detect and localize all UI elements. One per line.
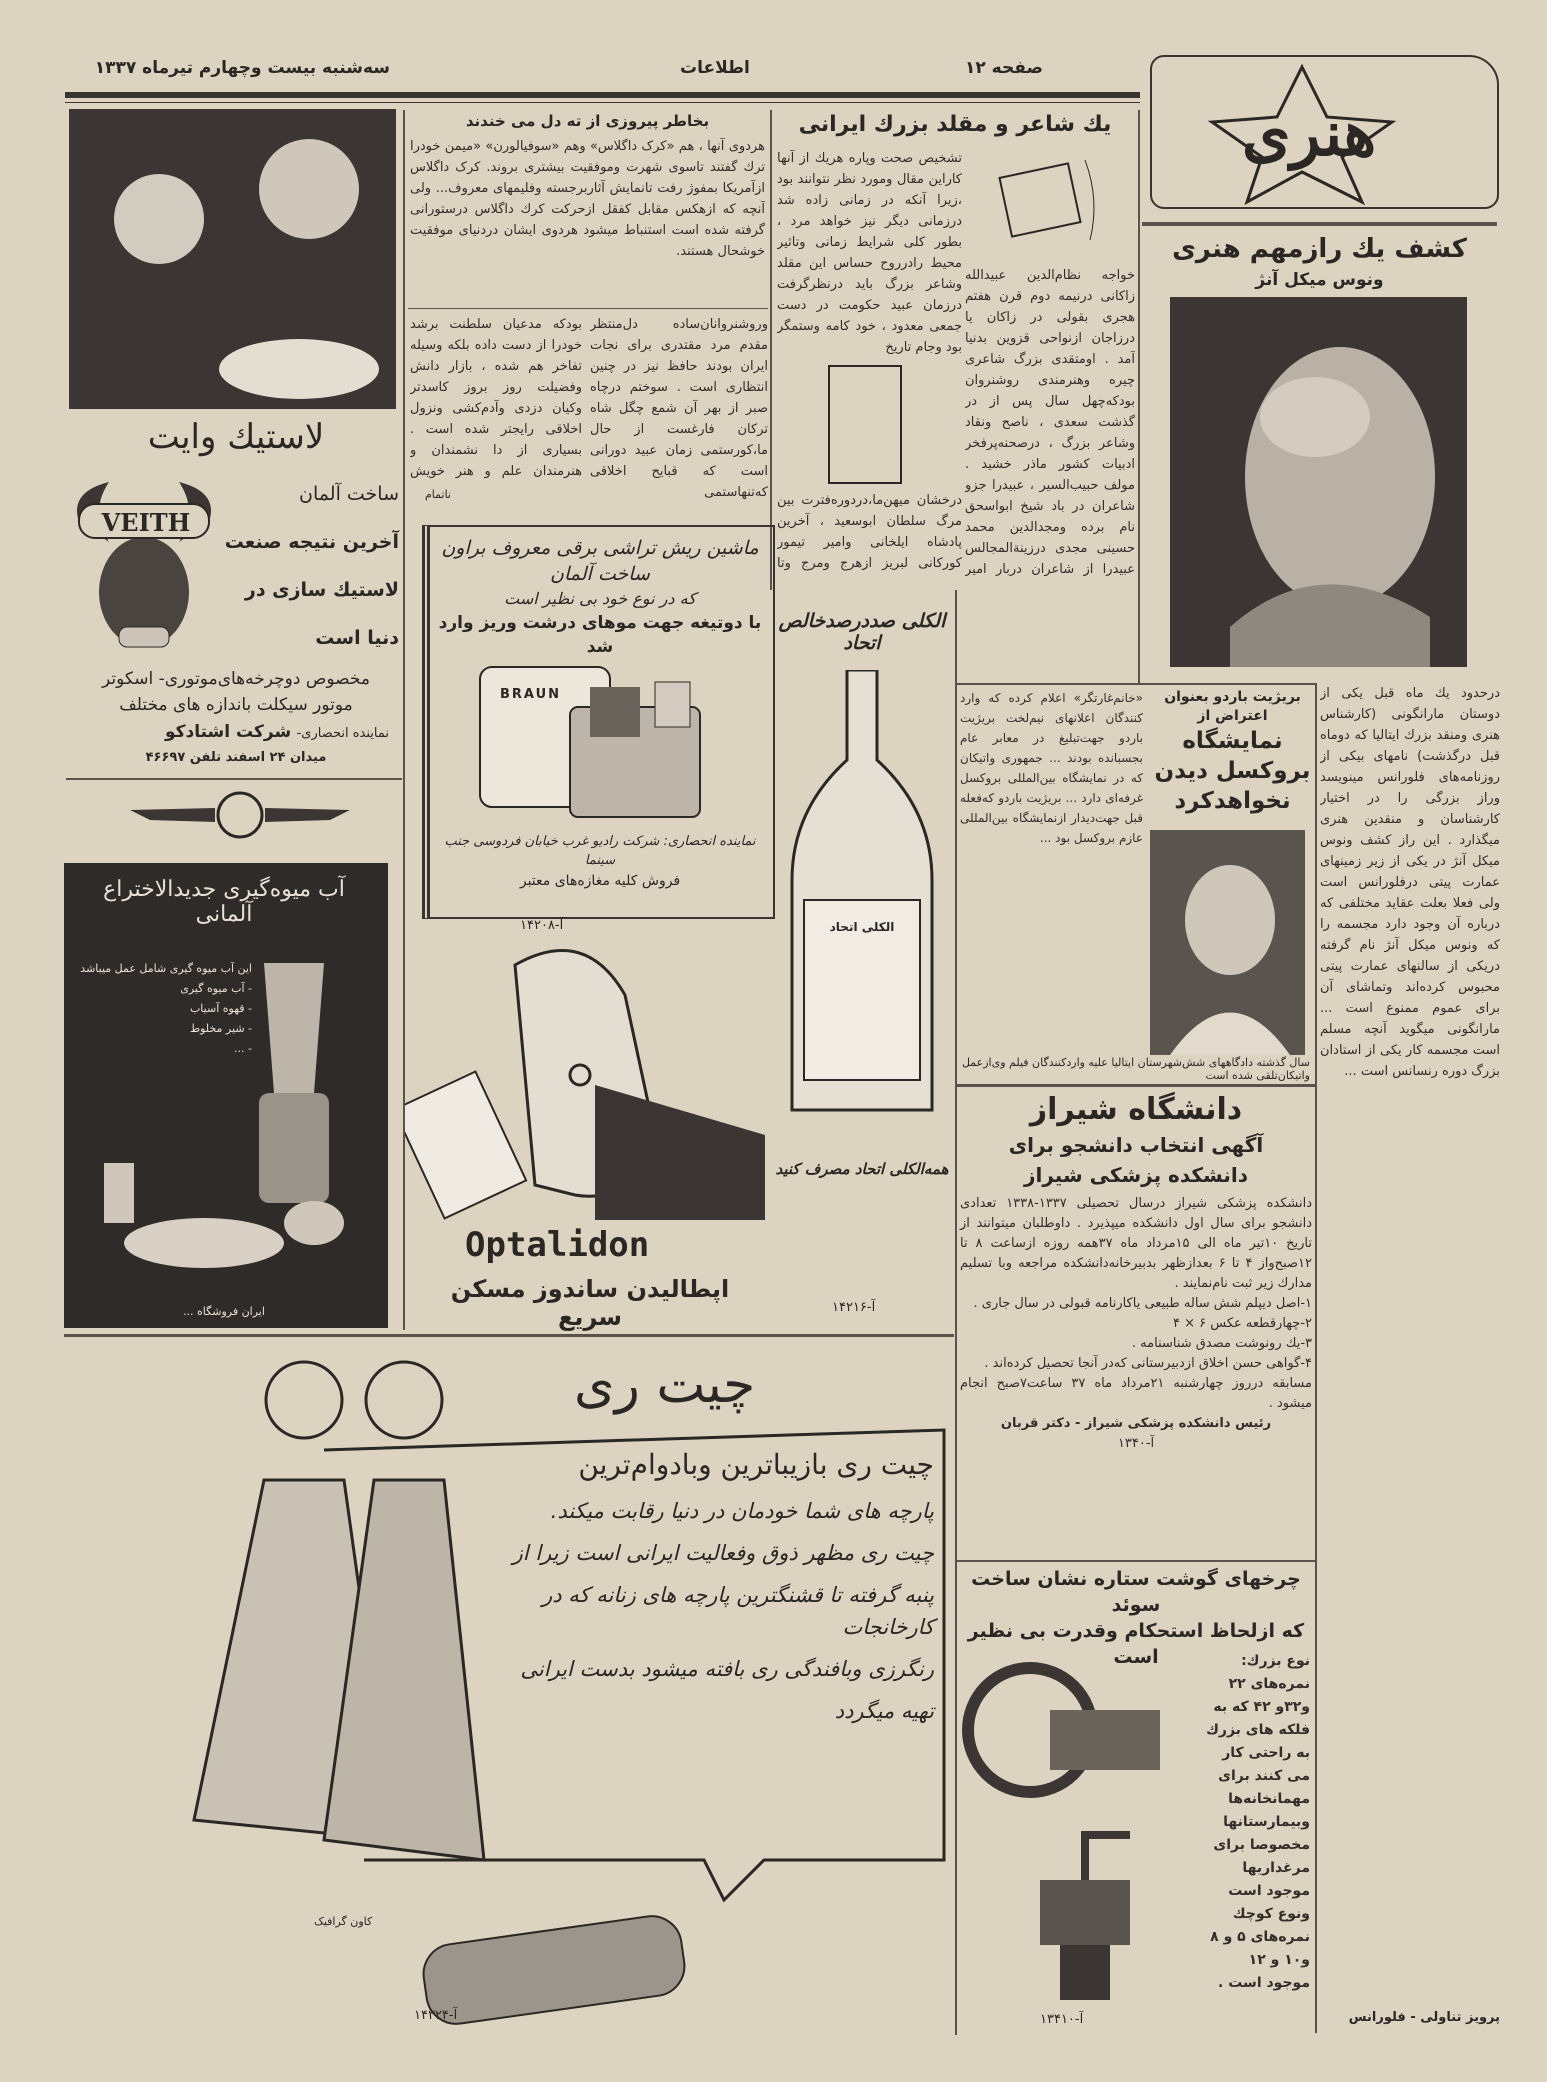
- book-illustration: [990, 150, 1110, 250]
- veith-line: دنیا است: [315, 627, 399, 649]
- chit-line: پارچه های شما خودمان در دنیا رقابت میکند.: [550, 1499, 934, 1523]
- veith-brand: VEITH: [101, 508, 191, 537]
- shiraz-item: ۲-چهارقطعه عکس ۶ × ۴: [1173, 1316, 1312, 1331]
- bardot-photo: [1150, 830, 1305, 1055]
- section-logo: [1150, 55, 1499, 209]
- juicer-line: - قهوه آسیاب: [189, 1002, 252, 1015]
- laughing-title: بخاطر پیروزی از ته دل می خندند: [465, 112, 710, 130]
- venus-signature: پرویز تناولی - فلورانس: [1348, 2010, 1500, 2025]
- veith-address: میدان ۲۴ اسفند تلفن ۴۶۶۹۷: [145, 750, 327, 765]
- column-divider: [955, 590, 957, 2035]
- shiraz-code: آ-۱۳۴۰: [1117, 1436, 1155, 1451]
- poet-body-b: خواجه نظام‌الدین عبیدالله زاکانی درنیمه دوم قرن هفتم هجری بقولی در زاکان یا درزاجان ازنواحی قزوین بدنیا آمد . اومتقدی بزرگ شاعری چیره وهنرمندی روشنروان بودکه‌چهل سال پس از در گذشت سعدی ، ناصح ونقاد وشاعر بزرگ ، درصحنه‌پرفخر ادبیات کشور ماذر خشید . مولف حبیب‌السیر ، عبیدرا جزو شاعران در باد شیخ ابواسحق نام برده ومجدالدین محمد حسینی مجدی درزینة‌المجالس عبیدرا از شاعران دربار امیر: [965, 268, 1135, 577]
- poet-body-c: درخشان میهن‌ما،دردوره‌فترت بین مرگ سلطان ابوسعید ، آخرین پادشاه ایلخانی وامیر تیمور کورکانی لبریز ازهرج ومرج وتا: [777, 493, 962, 571]
- juicer-line: - آب میوه گیری: [180, 982, 252, 995]
- poet-continued-col2: وروشنروانان‌ساده دل‌منتظر مقدم مرد مقتدری برای نجات ایران بودند حافظ نیز در چنین انتظاری است . سوختم درچاه صبر از بهر آن شمع چگل شاه ترکان فارغست از حال ما،کورستمی زمان عبید دورانی است که قبایح اخلاقی که‌تنهاستمی: [590, 317, 768, 500]
- divider: [957, 1084, 1315, 1087]
- divider: [64, 1334, 954, 1337]
- braun-line1: ماشین ریش تراشی برقی معروف براون ساخت آلمان: [441, 537, 759, 585]
- chit-line: رنگرزی وبافندگی ری بافته میشود بدست ایرانی: [520, 1657, 934, 1681]
- chit-artist: کاون گرافیک: [314, 1915, 373, 1928]
- braun-line2: که در نوع خود بی نظیر است: [504, 589, 696, 608]
- veith-agent: [69, 718, 403, 748]
- grinder-title1: چرخهای گوشت ستاره نشان ساخت سوئد: [971, 1568, 1301, 1616]
- shiraz-item: ۴-گواهی حسن اخلاق ازدبیرستانی که‌در آنجا تحصیل کرده‌اند .: [984, 1356, 1312, 1371]
- meat-grinder-illustration: [960, 1650, 1200, 2005]
- venus-sculpture-photo: [1170, 297, 1467, 667]
- braun-sale: فروش کلیه مغازه‌های معتبر: [519, 873, 681, 889]
- juicer-ad: [64, 863, 388, 1328]
- braun-line3: با دوتیغه جهت موهای درشت وریز وارد شد: [438, 613, 762, 657]
- braun-shaver-ad: [422, 525, 775, 919]
- veith-tire-ad: [69, 412, 403, 777]
- divider: [66, 778, 402, 780]
- chit-code: آ-۱۴۳۲۴: [414, 2008, 458, 2023]
- chit-ray-fabric-ad: [64, 1340, 954, 2030]
- veith-desc: موتور سیکلت باندازه های مختلف: [119, 695, 353, 715]
- brussels-kicker: بریژیت باردو بعنوان اعتراض از: [1164, 689, 1301, 724]
- winged-emblem-icon: [130, 790, 350, 840]
- veith-line: آخرین نتیجه صنعت: [224, 531, 399, 553]
- veith-line: ساخت آلمان: [299, 483, 399, 505]
- braun-agent: نماینده انحصاری: شرکت رادیو غرب خیابان فردوسی جنب سینما: [444, 834, 756, 868]
- shiraz-text: [960, 1194, 1312, 1454]
- alcohol-ad: [772, 600, 952, 1328]
- venus-subtitle: ونوس میکل آنژ: [1255, 270, 1384, 290]
- chit-line: چیت ری مظهر ذوق وفعالیت ایرانی است زیرا از: [512, 1541, 934, 1565]
- bottle-label: الکلی اتحاد: [829, 920, 895, 934]
- veith-agent-label: نماینده انحصاری-: [296, 726, 389, 741]
- shiraz-item: ۱-اصل دیپلم شش ساله طبیعی یاکارنامه قبولی در سال جاری .: [973, 1296, 1312, 1311]
- brussels-caption: سال گذشته دادگاههای شش‌شهرستان ایتالیا علیه واردکنندگان فیلم وی‌ازعمل واتیکان‌تلقی شده است: [961, 1056, 1310, 1082]
- divider: [408, 308, 768, 309]
- chit-line: تهیه میگردد: [834, 1699, 934, 1723]
- grinder-code: آ-۱۳۴۱۰: [1040, 2012, 1084, 2027]
- juicer-line: - شیر مخلوط: [189, 1022, 252, 1035]
- headache-man-illustration: [405, 935, 768, 1220]
- booklet-illustration: [828, 365, 902, 484]
- issue-date: سه‌شنبه بیست وچهارم تیرماه ۱۳۳۷: [94, 58, 390, 78]
- shiraz-item: ۳-یك رونوشت مصدق شناسنامه .: [1131, 1336, 1312, 1351]
- masthead-rule: [65, 92, 1140, 98]
- shiraz-signature: رئیس دانشکده پزشکی شیراز - دکتر قربان: [1000, 1416, 1272, 1431]
- bottle-illustration: [782, 670, 942, 1120]
- shiraz-body: دانشکده پزشکی شیراز درسال تحصیلی ۱۳۳۷-۱۳۳۸ تعدادی دانشجو برای سال اول دانشکده میپذیرد . داوطلبان میتوانند از تاریخ ۱۰تیر ماه الی ۱۵مرداد ماه ۳۷همه روزه ازساعت ۸ تا ۱۲صبح‌واز ۴ تا ۶ بعدازظهر بدبیرخانه‌دانشکده مراجعه وبا تسلیم مدارك زیر ثبت نام‌نمایند .: [960, 1196, 1313, 1291]
- juicer-title: آب میوه‌گیری جدیدالاختراع آلمانی: [103, 877, 345, 927]
- poet-headline: یك شاعر و مقلد بزرك ایرانی: [798, 112, 1112, 137]
- venus-headline: کشف یك رازمهم هنری: [1172, 234, 1467, 264]
- actors-photo: [69, 109, 396, 409]
- veith-title: لاستیك وایت: [147, 417, 325, 457]
- section-logo-text: هنری: [1242, 97, 1377, 170]
- veith-line: لاستیك سازی در: [244, 579, 399, 601]
- optalidon-tagline: اپطالیدن ساندوز مسکن سریع: [450, 1275, 730, 1331]
- to-be-continued: ناتمام: [425, 488, 451, 501]
- braun-code: آ-۱۴۲۰۸: [520, 918, 564, 933]
- juicer-footer: ایران فروشگاه ...: [183, 1305, 265, 1318]
- brussels-body: «خانم‌غارتگر» اعلام کرده که وارد کنندگان اعلانهای نیم‌لخت بریژیت باردو جهت‌تبلیغ در معابر عام بجسبانده بودند ... جمهوری واتیکان که در نمایشگاه بین‌المللی بروکسل غرفه‌ای دارد ... بریژیت باردو که‌فعله قبل جهت‌دیدار ازنمایشگاه بین‌المللی عازم بروکسل بود ...: [960, 691, 1143, 845]
- grinder-body: نوع بزرك: نمره‌های ۲۲ و۳۲و ۴۲ که به فلکه های بزرك به راحتی کار می کنند برای مهمانخانه‌ها وبیمارستانها مخصوصا برای مرغداریها موجود است ونوع کوچك نمره‌های ۵ و ۸ و۱۰ و ۱۲ موجود است .: [1206, 1653, 1310, 1991]
- juicer-line: این آب میوه گیری شامل عمل میباشد: [80, 962, 252, 975]
- page-number: صفحه ۱۲: [965, 58, 1043, 78]
- alcohol-footer: همه‌الکلی اتحاد مصرف کنید: [775, 1160, 949, 1178]
- chit-title: چیت ری: [574, 1355, 756, 1415]
- column-divider: [770, 110, 772, 590]
- grinder-title2: که ازلحاظ استحکام وقدرت بی نظیر است: [967, 1620, 1305, 1668]
- divider: [957, 1560, 1315, 1562]
- paper-name: اطلاعات: [680, 58, 750, 78]
- laughing-body: هردوی آنها ، هم «کرک داگلاس» وهم «سوفیالورن» «میمن خودرا ترك گفتند تاسوی شهرت وموفقیت بیشتری بروند. کرک داگلاس ازآمریکا بمفوژ رفت تانمایش آثاربرجسته وفلیمهای معروف... ولی آنچه که ازهکس مقابل کفقل ازحرکت کرك داگلاس درستورانی گرفته شده است استنباط میشود هردوی ایشان دردنیای موفقیت خوشحال هستند.: [410, 139, 765, 259]
- alcohol-title: الکلی صددرصدخالص اتحاد: [778, 610, 946, 654]
- section-rule: [1142, 222, 1497, 226]
- masthead-rule-thin: [65, 102, 1140, 103]
- optalidon-ad: [405, 935, 768, 1331]
- poet-body-a: تشخیص صحت وپاره هریك از آنها کاراین مقال ومورد نظر نتوانند بود ،زیرا آنکه در زمانی زاده شد درزمانی دیگر نیز خواهد مرد ، بطور کلی شرایط زمانی وتاثیر محیط رادرروح حساس این مقلد وشاعر بزرگ باید درنظرگرفت درزمان عبید حکومت در دست جمعی معدود ، خود کامه وستمگر بود وجام تاریخ: [777, 151, 962, 355]
- veith-agent-name: شرکت اشتادکو: [164, 722, 292, 742]
- braun-brand: BRAUN: [500, 687, 562, 702]
- column-divider: [1138, 110, 1140, 685]
- poet-continued-col1: بودکه مدعیان سلطنت برشد خودرا از دست داده بلکه وسیله تفاخر هم شده ، بازار دانش وفضیلت روز بروز کاسدتر وکیان دزدی وآدم‌کشی ونزول اخلاقی رایجتر شده است . بسیاری از دا نشمندان و هنرمندان علم و هنر خویش: [410, 317, 582, 479]
- shaver-illustration: [470, 657, 730, 827]
- veith-desc: مخصوص دوچرخه‌های‌موتوری- اسکوتر: [101, 669, 370, 689]
- juicer-line: - ...: [234, 1042, 252, 1055]
- alcohol-code: آ-۱۴۲۱۶: [832, 1300, 876, 1315]
- divider: [957, 683, 1315, 685]
- chit-line: پنبه گرفته تا قشنگترین پارچه های زنانه که در کارخانجات: [542, 1583, 934, 1639]
- optalidon-brand: Optalidon: [465, 1225, 650, 1265]
- chit-headline: چیت ری بازیباترین وبادوام‌ترین: [578, 1448, 934, 1481]
- brussels-headline: نمایشگاه بروکسل دیدن نخواهدکرد: [1154, 728, 1311, 814]
- venus-body: درحدود یك ماه قبل یکی از دوستان مارانگونی (کارشناس هنری ومنقد بزرك ایتالیا که دوماه قبل درگذشت) نامهای بیکی از روزنامه‌های فلورانس مینویسد وراز بزرگی را در اختیار کارشناسان و منقدین هنری میگذارد . این راز کشف ونوس میکل آنژ در یکی از زیر زمینهای عمارت پیتی درفلورانس است ولی فعلا بعلت عقاید مختلفی که درباره آن وجود دارد مجسمه را که ونوس میکل آنژ نام گرفته دریکی از سالنهای عمارت پیتی محبوس کرده‌اند وتماشای آن برای عموم ممنوع است ... مارانگونی میگوید آنچه مسلم است مجسمه کار یکی از استادان بزرگ دوره رنسانس است ...: [1320, 686, 1500, 1079]
- shiraz-headline: دانشگاه شیراز: [1029, 1092, 1243, 1127]
- column-divider: [1315, 683, 1317, 2033]
- shiraz-subtitle: آگهی انتخاب دانشجو برای دانشکده پزشکی شیراز: [1008, 1133, 1264, 1187]
- shiraz-item: مسابقه درروز چهارشنبه ۲۱مرداد ماه ۳۷ ساعت۷صبح انجام میشود .: [960, 1376, 1312, 1411]
